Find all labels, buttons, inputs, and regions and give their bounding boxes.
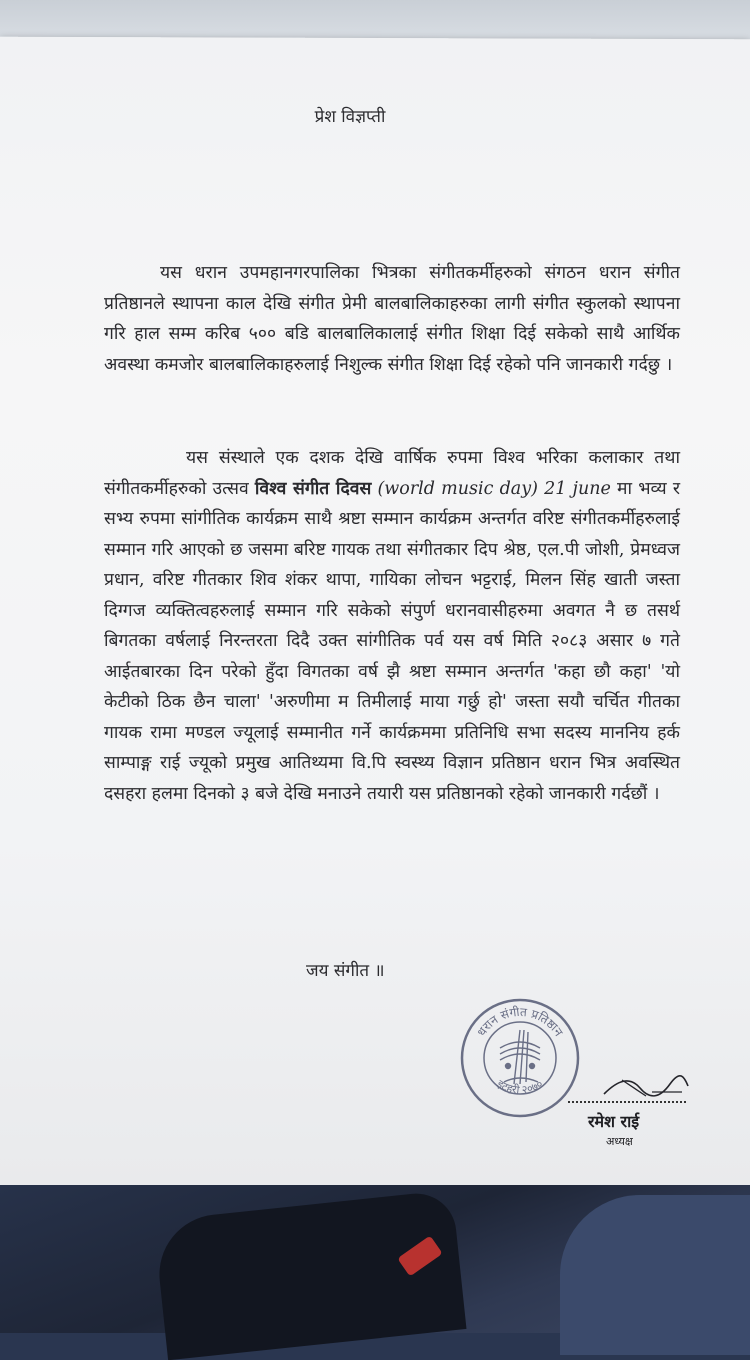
background-top: [0, 0, 750, 40]
paragraph-2-text-end: मा भव्य र सभ्य रुपमा सांगीतिक कार्यक्रम साथै श्रष्टा सम्मान कार्यक्रम अन्तर्गत वरिष्ट संगीतकर्मीहरुलाई सम्मान गरि आएको छ जसमा बरिष्ट गायक तथा संगीतकार दिप श्रेष्ठ, एल.पी जोशी, प्रेमध्वज प्रधान, वरिष्ट गीतकार शिव शंकर थापा, गायिका लोचन भट्टराई, मिलन सिंह खाती जस्ता दिग्गज व्यक्तित्वहरुलाई सम्मान गरि सकेको संपुर्ण धरानवासीहरुमा अवगत नै छ तसर्थ बिगतका वर्षलाई निरन्तरता दिदै उक्त सांगीतिक पर्व यस वर्ष मिति २०८३ असार ७ गते आईतबारका दिन परेको हुँदा विगतका वर्ष झै श्रष्टा सम्मान अन्तर्गत 'कहा छौ कहा' 'यो केटीको ठिक छैन चाला' 'अरुणीमा म तिमीलाई माया गर्छु हो' जस्ता सयौ चर्चित गीतका गायक रामा मण्डल ज्यूलाई सम्मानीत गर्ने कार्यक्रममा प्रतिनिधि सभा सदस्य माननिय हर्क साम्पाङ्ग राई ज्यूको प्रमुख आतिथ्यमा वि.पि स्वस्थ्य विज्ञान प्रतिष्ठान धरान भित्र अवस्थित दसहरा हलमा दिनको ३ बजे देखि मनाउने तयारी यस प्रतिष्ठानको रहेको जानकारी गर्दछौं ।: [104, 478, 680, 804]
signature-line: [568, 1101, 686, 1103]
world-music-day-italic: (world music day) 21 june: [371, 478, 611, 499]
paragraph-2: [104, 443, 680, 809]
world-music-day-bold: विश्व संगीत दिवस: [254, 478, 372, 499]
seal-top-text: धरान संगीत प्रतिष्ठान: [474, 1004, 566, 1039]
signer-title: अध्यक्ष: [606, 1135, 633, 1148]
paragraph-1: यस धरान उपमहानगरपालिका भित्रका संगीतकर्मीहरुको संगठन धरान संगीत प्रतिष्ठानले स्थापना काल देखि संगीत प्रेमी बालबालिकाहरुका लागी संगीत स्कुलको स्थापना गरि हाल सम्म करिब ५०० बडि बालबालिकालाई संगीत शिक्षा दिई सकेको साथै आर्थिक अवस्था कमजोर बालबालिकाहरुलाई निशुल्क संगीत शिक्षा दिई रहेको पनि जानकारी गर्दछु ।: [104, 263, 680, 375]
seal-emblem-icon: [500, 1030, 540, 1084]
closing-salutation: जय संगीत ॥: [306, 961, 385, 981]
paragraph-2-text-start: यस संस्थाले एक दशक देखि वार्षिक रुपमा विश्व भरिका कलाकार तथा संगीतकर्मीहरुको उत्सव: [104, 448, 680, 499]
document-title: प्रेश विज्ञप्ती: [314, 107, 386, 127]
handwritten-signature: [600, 1070, 690, 1100]
background-fabric: [560, 1195, 750, 1355]
background-bottom: [0, 1185, 750, 1333]
signer-name: रमेश राई: [588, 1112, 640, 1131]
organization-seal: [458, 996, 582, 1120]
seal-bottom-text: इटहरी २०७०: [494, 1077, 546, 1097]
background-object: [154, 1190, 467, 1360]
